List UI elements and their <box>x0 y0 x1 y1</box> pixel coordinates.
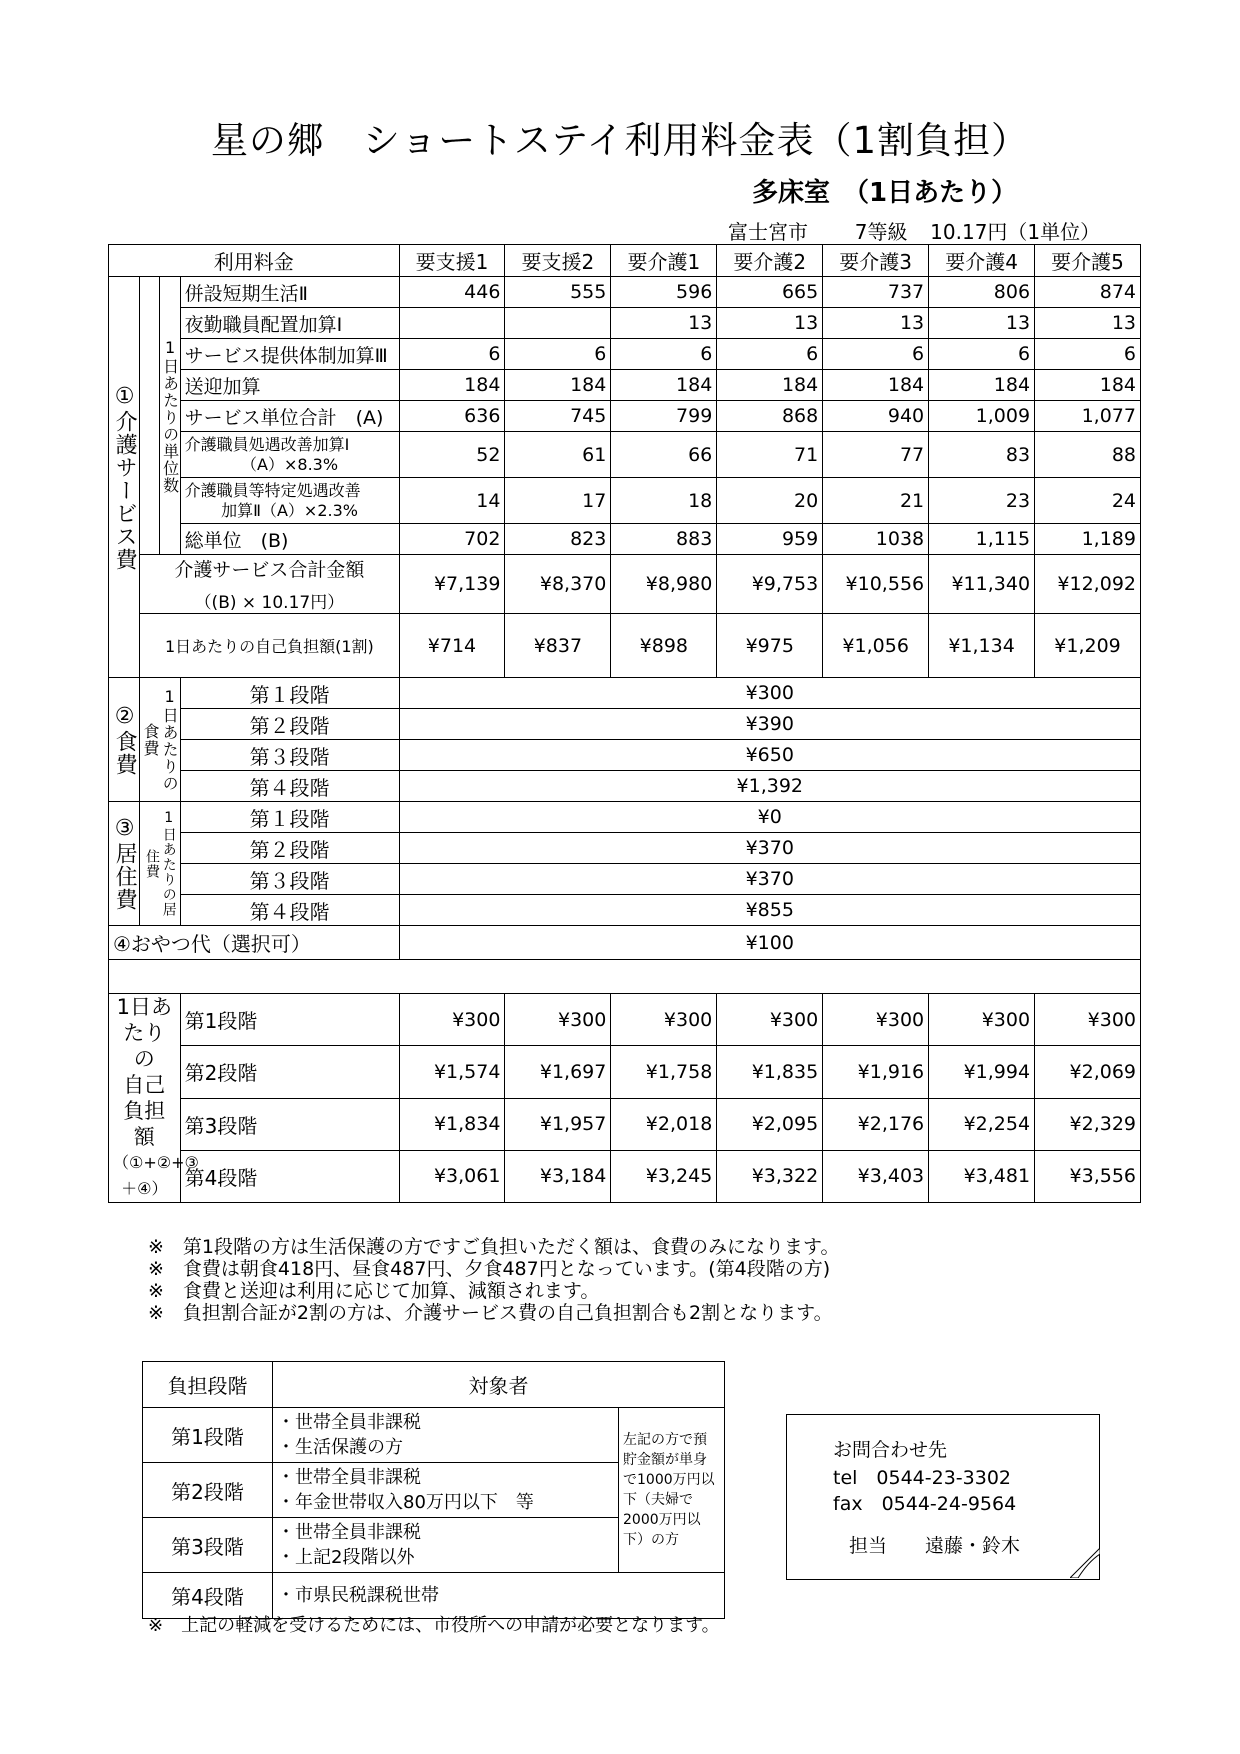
care-unit-value: 883 <box>611 524 717 555</box>
care-unit-value: 702 <box>399 524 505 555</box>
daily-total-value: ¥1,574 <box>399 1046 505 1098</box>
daily-total-stage-label: 第3段階 <box>180 1098 399 1150</box>
target-line: ・世帯全員非課税 <box>277 1467 421 1488</box>
care-unit-value: 446 <box>399 277 505 308</box>
daily-copay-value: ¥837 <box>505 614 611 678</box>
daily-total-value: ¥300 <box>399 994 505 1046</box>
care-unit-value: 1,115 <box>929 524 1035 555</box>
unit-rate-label: 10.17円（1単位） <box>930 220 1101 244</box>
residence-section-label: ③居住費 <box>109 802 140 926</box>
care-unit-value: 6 <box>717 339 823 370</box>
care-unit-value: 17 <box>505 478 611 524</box>
daily-total-value: ¥2,329 <box>1035 1098 1141 1150</box>
target-line: ・市県民税課税世帯 <box>277 1585 439 1606</box>
care-total-amount-value: ¥8,370 <box>505 555 611 614</box>
fee-table <box>108 244 1141 1203</box>
care-unit-value: 52 <box>399 432 505 478</box>
daily-copay-value: ¥1,134 <box>929 614 1035 678</box>
care-unit-value: 23 <box>929 478 1035 524</box>
care-unit-value: 806 <box>929 277 1035 308</box>
residence-value: ¥0 <box>399 802 1140 833</box>
residence-stage-label: 第２段階 <box>180 833 399 864</box>
care-level-header: 要介護3 <box>823 245 929 277</box>
residence-stage-label: 第３段階 <box>180 864 399 895</box>
care-unit-value: 184 <box>717 370 823 401</box>
care-total-amount-value: ¥10,556 <box>823 555 929 614</box>
daily-total-value: ¥1,834 <box>399 1098 505 1150</box>
stage-header: 負担段階 <box>143 1362 273 1408</box>
care-unit-value: 184 <box>1035 370 1141 401</box>
food-section-label: ②食費 <box>109 678 140 802</box>
daily-copay-value: ¥714 <box>399 614 505 678</box>
residence-sub-label: 1日あたりの居住費 <box>140 802 180 926</box>
care-row-label-line: 介護職員等特定処遇改善 <box>184 481 361 501</box>
target-line: ・上記2段階以外 <box>277 1547 415 1568</box>
stage-cell: 第4段階 <box>143 1573 273 1619</box>
care-unit-value: 665 <box>717 277 823 308</box>
notes <box>148 1236 840 1324</box>
care-row-label: サービス単位合計 (A) <box>180 401 399 432</box>
care-unit-value: 1038 <box>823 524 929 555</box>
care-unit-value: 6 <box>399 339 505 370</box>
burden-stage-table <box>142 1361 725 1619</box>
contact-fax: fax 0544-24-9564 <box>833 1493 1017 1515</box>
stage-cell: 第1段階 <box>143 1408 273 1463</box>
care-unit-value: 20 <box>717 478 823 524</box>
residence-value: ¥855 <box>399 895 1140 926</box>
care-row-label: 夜勤職員配置加算Ⅰ <box>180 308 399 339</box>
page-curl-icon <box>1070 1548 1100 1578</box>
daily-total-value: ¥1,957 <box>505 1098 611 1150</box>
daily-total-value: ¥2,018 <box>611 1098 717 1150</box>
care-unit-value: 868 <box>717 401 823 432</box>
care-unit-value: 184 <box>929 370 1035 401</box>
care-unit-value: 874 <box>1035 277 1141 308</box>
daily-total-value: ¥2,069 <box>1035 1046 1141 1098</box>
contact-box <box>786 1414 1100 1580</box>
daily-copay-label: 1日あたりの自己負担額(1割) <box>140 614 399 678</box>
care-unit-value: 83 <box>929 432 1035 478</box>
care-unit-value <box>505 308 611 339</box>
city-label: 富士宮市 <box>728 220 808 244</box>
care-total-amount-value: ¥12,092 <box>1035 555 1141 614</box>
care-unit-value: 21 <box>823 478 929 524</box>
care-unit-value: 14 <box>399 478 505 524</box>
care-total-amount-value: ¥7,139 <box>399 555 505 614</box>
care-unit-value: 6 <box>611 339 717 370</box>
care-unit-value: 1,189 <box>1035 524 1141 555</box>
daily-total-value: ¥1,758 <box>611 1046 717 1098</box>
daily-total-value: ¥3,245 <box>611 1150 717 1202</box>
care-unit-value: 940 <box>823 401 929 432</box>
care-unit-value: 745 <box>505 401 611 432</box>
care-level-header: 要介護5 <box>1035 245 1141 277</box>
target-header: 対象者 <box>273 1362 725 1408</box>
care-unit-value: 799 <box>611 401 717 432</box>
residence-stage-label: 第１段階 <box>180 802 399 833</box>
daily-total-value: ¥3,184 <box>505 1150 611 1202</box>
care-units-spacer <box>140 277 160 555</box>
daily-total-stage-label: 第1段階 <box>180 994 399 1046</box>
care-unit-value: 6 <box>1035 339 1141 370</box>
target-line: ・世帯全員非課税 <box>277 1412 421 1433</box>
daily-total-value: ¥1,916 <box>823 1046 929 1098</box>
daily-total-value: ¥3,322 <box>717 1150 823 1202</box>
care-unit-value: 13 <box>611 308 717 339</box>
care-row-label: 併設短期生活Ⅱ <box>180 277 399 308</box>
care-unit-value: 823 <box>505 524 611 555</box>
daily-total-value: ¥300 <box>611 994 717 1046</box>
total-amount-label-line: （(B) × 10.17円） <box>194 593 345 613</box>
target-cell <box>273 1518 619 1573</box>
daily-total-value: ¥2,095 <box>717 1098 823 1150</box>
fee-header: 利用料金 <box>109 245 400 277</box>
daily-total-value: ¥3,061 <box>399 1150 505 1202</box>
care-unit-value: 184 <box>399 370 505 401</box>
daily-total-value: ¥1,835 <box>717 1046 823 1098</box>
daily-copay-value: ¥1,056 <box>823 614 929 678</box>
target-cell <box>273 1408 619 1463</box>
note-line: ※ 食費は朝食418円、昼食487円、夕食487円となっています。(第4段階の方) <box>148 1258 831 1280</box>
care-row-label: サービス提供体制加算Ⅲ <box>180 339 399 370</box>
contact-tel: tel 0544-23-3302 <box>833 1467 1012 1489</box>
daily-total-value: ¥1,697 <box>505 1046 611 1098</box>
care-level-header: 要支援1 <box>399 245 505 277</box>
care-row-label-line: （A）×8.3% <box>241 454 339 474</box>
food-value: ¥1,392 <box>399 771 1140 802</box>
care-service-section-label: ①介護サービス費 <box>109 277 140 678</box>
care-level-header: 要介護1 <box>611 245 717 277</box>
daily-total-value: ¥300 <box>505 994 611 1046</box>
snack-value: ¥100 <box>399 926 1140 960</box>
target-line: ・世帯全員非課税 <box>277 1522 421 1543</box>
application-note: ※ 上記の軽減を受けるためには、市役所への申請が必要となります。 <box>148 1615 720 1636</box>
total-amount-label-line: 介護サービス合計金額 <box>174 559 365 581</box>
daily-total-value: ¥2,176 <box>823 1098 929 1150</box>
care-units-sub-label: 1日あたりの単位数 <box>160 277 180 555</box>
food-value: ¥650 <box>399 740 1140 771</box>
care-unit-value: 1,077 <box>1035 401 1141 432</box>
care-unit-value: 66 <box>611 432 717 478</box>
food-stage-label: 第２段階 <box>180 709 399 740</box>
food-value: ¥390 <box>399 709 1140 740</box>
daily-total-value: ¥300 <box>823 994 929 1046</box>
daily-total-value: ¥2,254 <box>929 1098 1035 1150</box>
care-unit-value: 184 <box>611 370 717 401</box>
daily-total-value: ¥3,481 <box>929 1150 1035 1202</box>
care-row-label: 送迎加算 <box>180 370 399 401</box>
care-unit-value: 636 <box>399 401 505 432</box>
care-unit-value: 77 <box>823 432 929 478</box>
care-unit-value: 13 <box>1035 308 1141 339</box>
care-total-amount-value: ¥11,340 <box>929 555 1035 614</box>
target-line: ・生活保護の方 <box>277 1437 403 1458</box>
daily-total-value: ¥300 <box>929 994 1035 1046</box>
care-unit-value: 959 <box>717 524 823 555</box>
daily-copay-value: ¥1,209 <box>1035 614 1141 678</box>
daily-total-label-line: 1日あたりの <box>116 995 172 1071</box>
care-unit-value: 737 <box>823 277 929 308</box>
care-unit-value: 71 <box>717 432 823 478</box>
note-line: ※ 第1段階の方は生活保護の方ですご負担いただく額は、食費のみになります。 <box>148 1236 840 1258</box>
care-unit-value: 13 <box>929 308 1035 339</box>
care-unit-value <box>399 308 505 339</box>
care-unit-value: 6 <box>929 339 1035 370</box>
care-unit-value: 596 <box>611 277 717 308</box>
residence-stage-label: 第４段階 <box>180 895 399 926</box>
care-unit-value: 88 <box>1035 432 1141 478</box>
food-stage-label: 第３段階 <box>180 740 399 771</box>
daily-total-value: ¥300 <box>717 994 823 1046</box>
care-level-header: 要介護2 <box>717 245 823 277</box>
stage-cell: 第2段階 <box>143 1463 273 1518</box>
care-unit-value: 13 <box>823 308 929 339</box>
care-unit-value: 13 <box>717 308 823 339</box>
savings-note: 左記の方で預貯金額が単身で1000万円以下（夫婦で2000万円以下）の方 <box>619 1408 725 1573</box>
snack-label: ④おやつ代（選択可） <box>109 926 400 960</box>
care-level-header: 要介護4 <box>929 245 1035 277</box>
care-row-label-line: 加算Ⅱ（A）×2.3% <box>221 500 358 520</box>
care-level-header: 要支援2 <box>505 245 611 277</box>
grade-label: 7等級 <box>854 220 908 244</box>
daily-total-stage-label: 第4段階 <box>180 1150 399 1202</box>
care-row-label-line: 介護職員処遇改善加算Ⅰ <box>184 435 350 455</box>
daily-total-value: ¥3,556 <box>1035 1150 1141 1202</box>
page-title: 星の郷 ショートステイ利用料金表（1割負担） <box>210 119 1030 162</box>
care-unit-value: 6 <box>823 339 929 370</box>
care-unit-value: 1,009 <box>929 401 1035 432</box>
food-sub-label: 1日あたりの食費 <box>140 678 180 802</box>
care-row-label <box>180 478 399 524</box>
care-unit-value: 184 <box>823 370 929 401</box>
contact-title: お問合わせ先 <box>833 1439 948 1461</box>
contact-person: 担当 遠藤・鈴木 <box>849 1535 1021 1557</box>
room-type-subtitle: 多床室 （1日あたり） <box>752 178 1018 208</box>
food-value: ¥300 <box>399 678 1140 709</box>
note-line: ※ 食費と送迎は利用に応じて加算、減額されます。 <box>148 1280 600 1302</box>
daily-copay-value: ¥898 <box>611 614 717 678</box>
care-unit-value: 18 <box>611 478 717 524</box>
daily-total-value: ¥3,403 <box>823 1150 929 1202</box>
note-line: ※ 負担割合証が2割の方は、介護サービス費の自己負担割合も2割となります。 <box>148 1302 833 1324</box>
residence-value: ¥370 <box>399 864 1140 895</box>
target-cell <box>273 1463 619 1518</box>
care-unit-value: 24 <box>1035 478 1141 524</box>
daily-total-value: ¥1,994 <box>929 1046 1035 1098</box>
daily-total-label-line: 自己負担額 <box>123 1073 166 1149</box>
care-total-amount-value: ¥9,753 <box>717 555 823 614</box>
daily-total-value: ¥300 <box>1035 994 1141 1046</box>
care-row-label: 総単位 (B) <box>180 524 399 555</box>
care-unit-value: 555 <box>505 277 611 308</box>
target-line: ・年金世帯収入80万円以下 等 <box>277 1492 534 1513</box>
care-total-amount-label <box>140 555 399 614</box>
care-total-amount-value: ¥8,980 <box>611 555 717 614</box>
daily-total-label-line: （①+②+③＋④） <box>113 1153 199 1198</box>
residence-value: ¥370 <box>399 833 1140 864</box>
daily-total-label <box>109 994 199 1203</box>
food-stage-label: 第１段階 <box>180 678 399 709</box>
food-stage-label: 第４段階 <box>180 771 399 802</box>
spacer-row <box>109 960 1141 994</box>
care-unit-value: 6 <box>505 339 611 370</box>
stage-cell: 第3段階 <box>143 1518 273 1573</box>
care-unit-value: 61 <box>505 432 611 478</box>
care-row-label <box>180 432 399 478</box>
daily-total-stage-label: 第2段階 <box>180 1046 399 1098</box>
rate-info <box>728 216 1100 245</box>
daily-copay-value: ¥975 <box>717 614 823 678</box>
care-unit-value: 184 <box>505 370 611 401</box>
